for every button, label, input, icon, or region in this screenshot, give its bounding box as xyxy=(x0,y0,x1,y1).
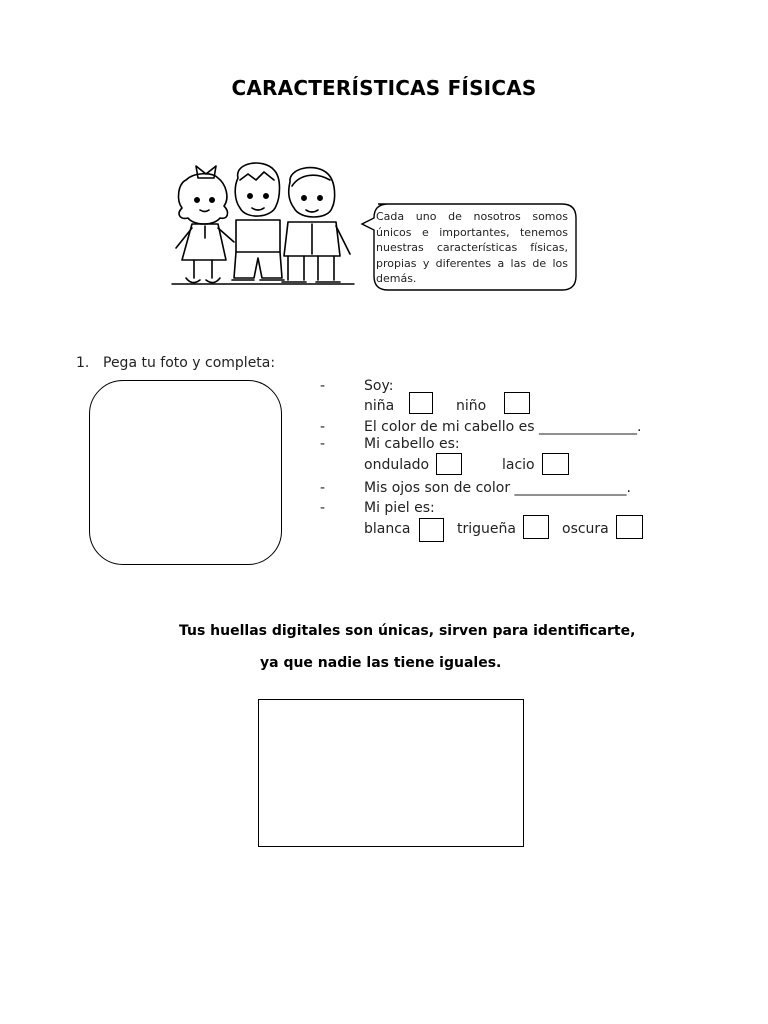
bullet-dash: - xyxy=(320,480,326,496)
fingerprint-text-line2: ya que nadie las tiene iguales. xyxy=(260,655,502,671)
children-illustration xyxy=(168,156,358,292)
fingerprint-box[interactable] xyxy=(258,699,524,847)
checkbox-nino[interactable] xyxy=(504,392,530,414)
photo-frame[interactable] xyxy=(89,380,282,565)
option-oscura-label: oscura xyxy=(562,521,609,537)
fingerprint-text-line1: Tus huellas digitales son únicas, sirven para identificarte, xyxy=(179,623,636,639)
option-lacio-label: lacio xyxy=(502,457,535,473)
option-nino-label: niño xyxy=(456,398,487,414)
option-ondulado-label: ondulado xyxy=(364,457,430,473)
page-title: CARACTERÍSTICAS FÍSICAS xyxy=(231,76,537,100)
soy-label: Soy: xyxy=(364,378,394,394)
checkbox-oscura[interactable] xyxy=(616,515,643,539)
option-nina-label: niña xyxy=(364,398,395,414)
bullet-dash: - xyxy=(320,436,326,452)
hair-color-line: El color de mi cabello es ______________. xyxy=(364,419,642,435)
option-triguena-label: trigueña xyxy=(457,521,516,537)
eye-color-line: Mis ojos son de color ________________. xyxy=(364,480,631,496)
item-number: 1. xyxy=(76,355,90,371)
speech-bubble-text: Cada uno de nosotros somos únicos e importantes, tenemos nuestras características físicas, propias y diferentes a las de los demás. xyxy=(376,210,568,285)
skin-label: Mi piel es: xyxy=(364,500,435,516)
instruction-text: Pega tu foto y completa: xyxy=(103,355,276,371)
option-blanca-label: blanca xyxy=(364,521,411,537)
hair-type-label: Mi cabello es: xyxy=(364,436,460,452)
bullet-dash: - xyxy=(320,378,326,394)
checkbox-nina[interactable] xyxy=(409,392,433,414)
checkbox-blanca[interactable] xyxy=(419,518,444,542)
checkbox-ondulado[interactable] xyxy=(436,453,462,475)
checkbox-triguena[interactable] xyxy=(523,515,549,539)
bullet-dash: - xyxy=(320,419,326,435)
bullet-dash: - xyxy=(320,500,326,516)
checkbox-lacio[interactable] xyxy=(542,453,569,475)
